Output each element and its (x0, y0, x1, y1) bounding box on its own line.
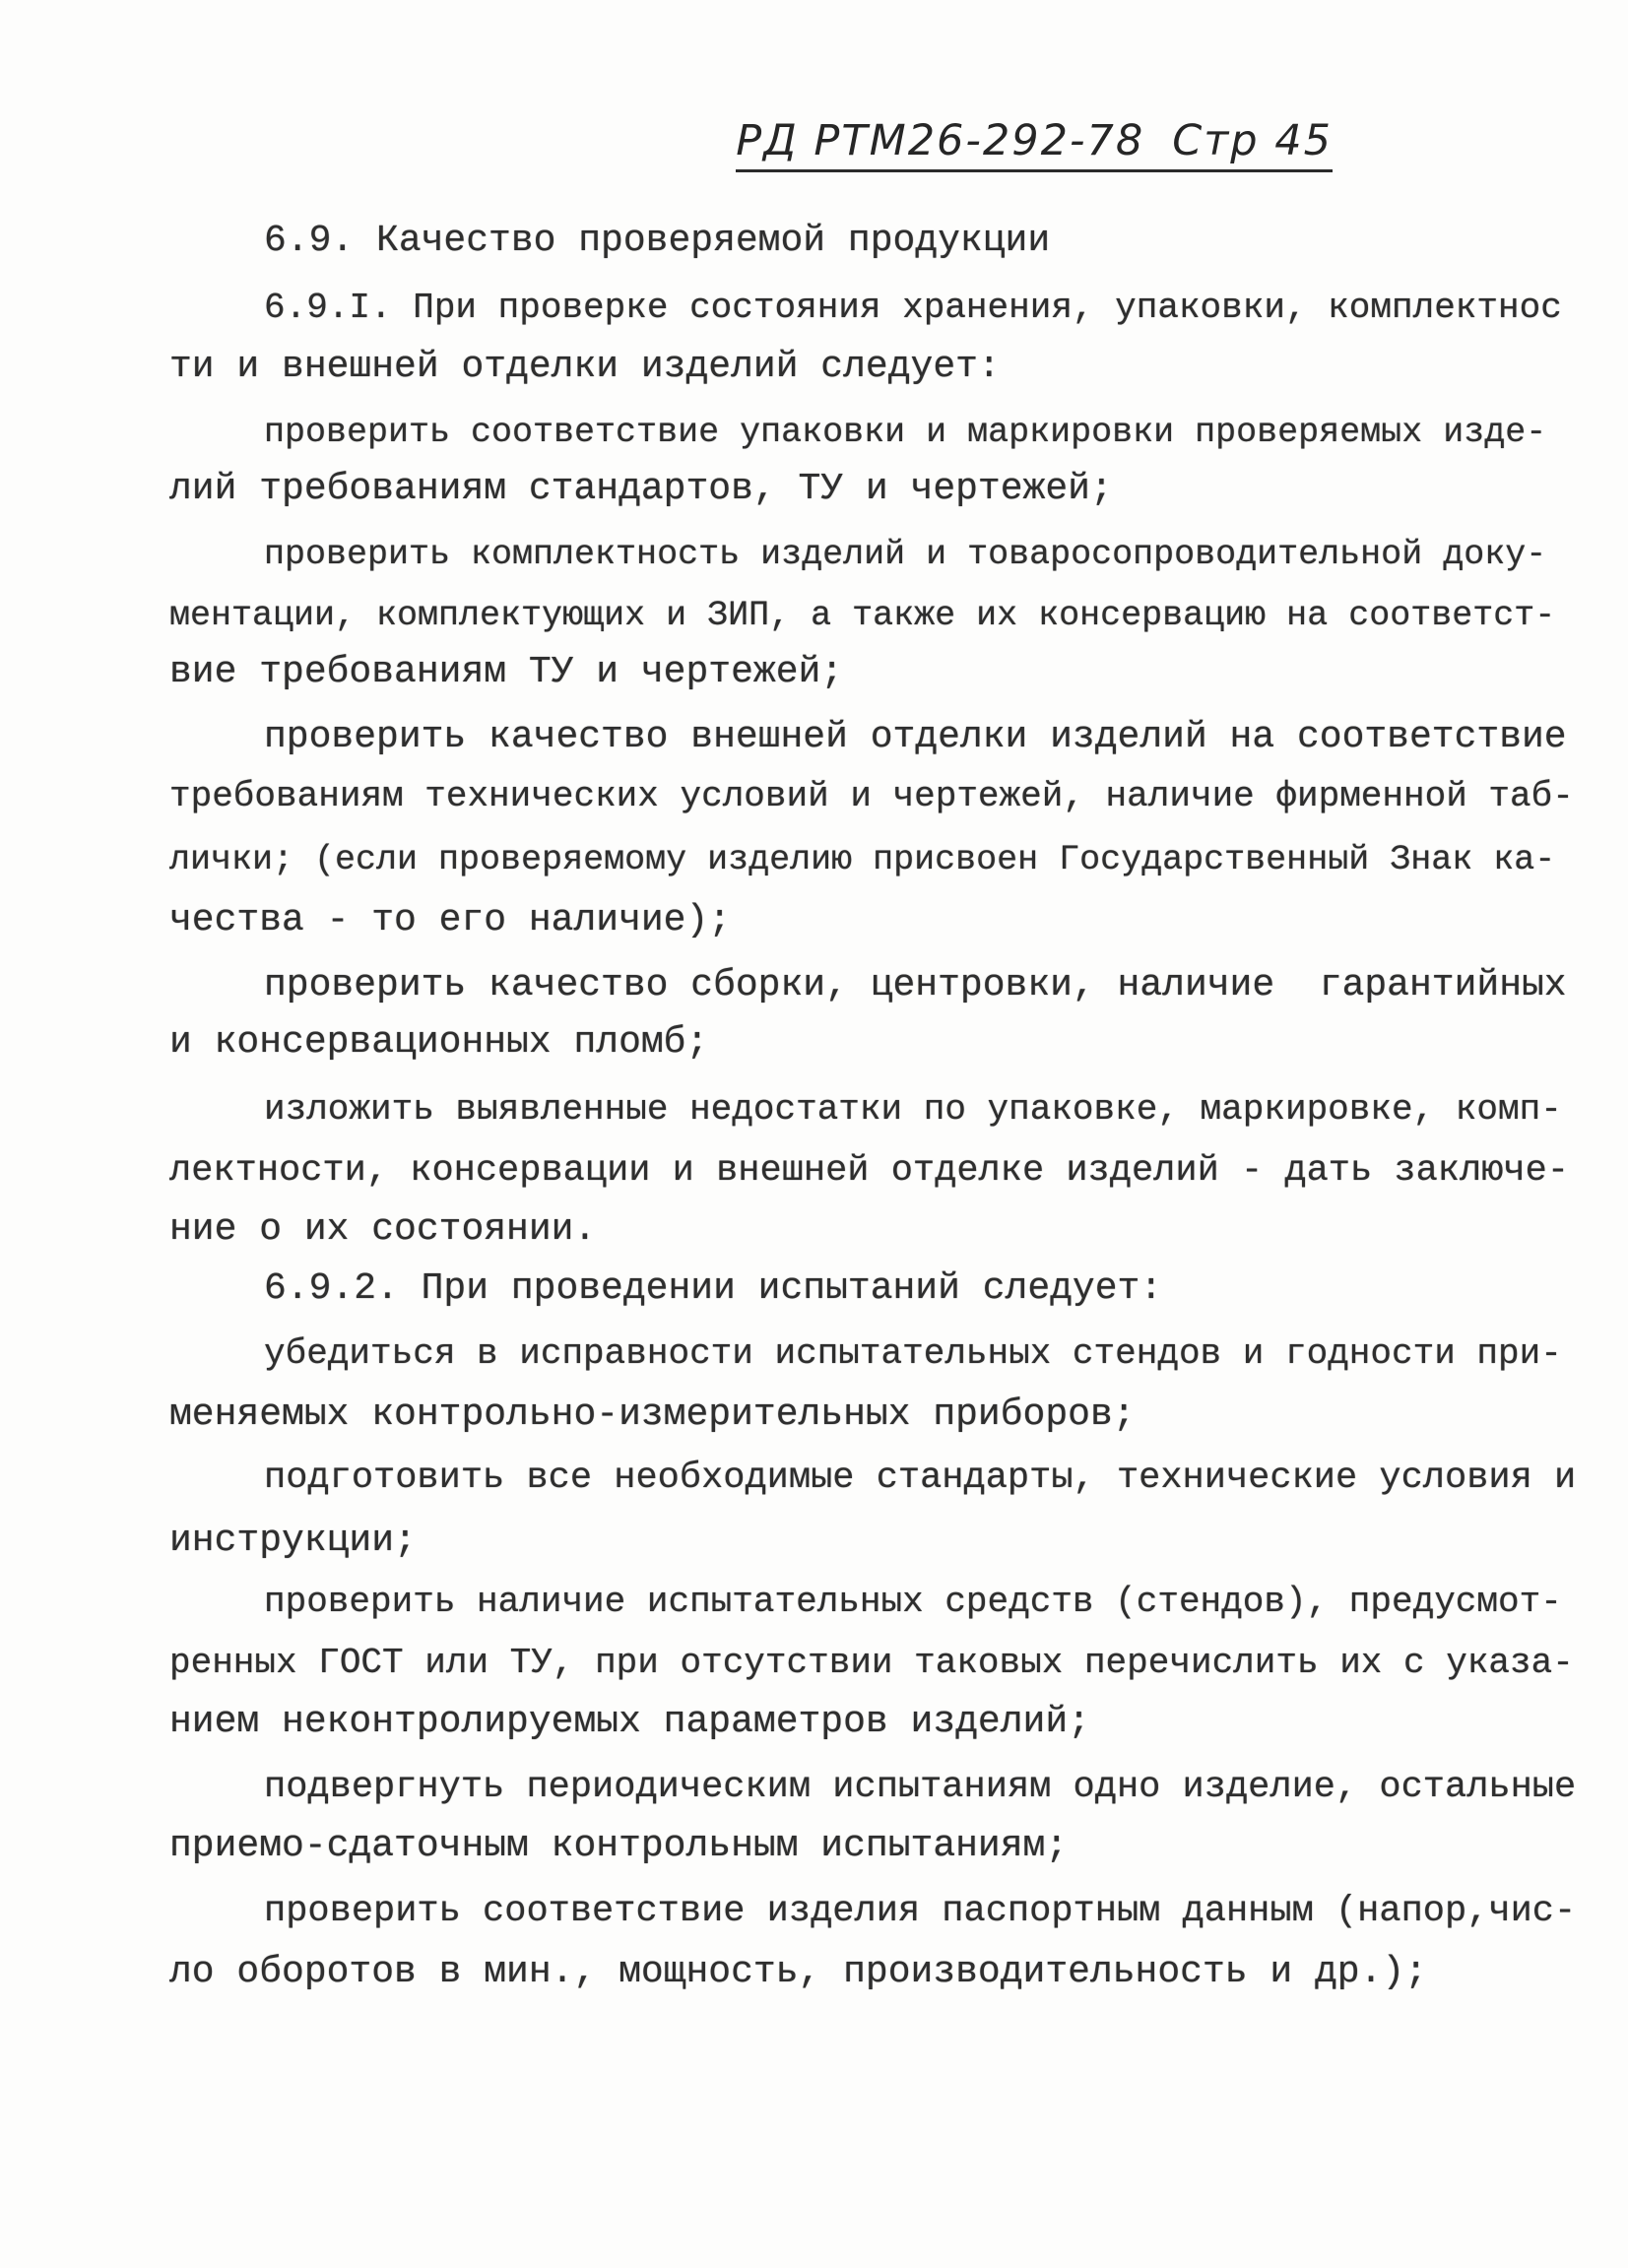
paragraph-line: ментации, комплектующих и ЗИП, а также их консервацию на соответст- (169, 596, 1556, 635)
paragraph-line: нием неконтролируемых параметров изделий; (169, 1701, 1090, 1743)
paragraph-line: требованиям технических условий и чертежей, наличие фирменной таб- (169, 776, 1574, 816)
paragraph-line: ренных ГОСТ или ТУ, при отсутствии таковых перечислить их с указа- (169, 1643, 1574, 1683)
page-number: Стр 45 (1172, 116, 1333, 165)
document-code: РД РТМ26-292-78 (736, 116, 1145, 165)
paragraph-line: проверить соответствие изделия паспортным данным (напор,чис- (264, 1891, 1577, 1932)
section-heading: 6.9. Качество проверяемой продукции (264, 220, 1051, 262)
paragraph-line: лий требованиям стандартов, ТУ и чертежей; (169, 468, 1113, 510)
paragraph-line: и консервационных пломб; (169, 1021, 709, 1064)
paragraph-line: изложить выявленные недостатки по упаковке, маркировке, комп- (264, 1089, 1562, 1130)
paragraph-line: проверить комплектность изделий и товаросопроводительной доку- (264, 535, 1547, 574)
document-header (736, 116, 1333, 172)
paragraph-line: проверить качество сборки, центровки, наличие гарантийных (264, 964, 1567, 1006)
paragraph-line: убедиться в исправности испытательных стендов и годности при- (264, 1333, 1562, 1374)
subsection-heading: 6.9.2. При проведении испытаний следует: (264, 1267, 1163, 1310)
paragraph-line: ти и внешней отделки изделий следует: (169, 346, 1001, 388)
paragraph-line: 6.9.I. При проверке состояния хранения, упаковки, комплектнос (264, 288, 1562, 328)
paragraph-line: меняемых контрольно-измерительных приборов; (169, 1393, 1136, 1436)
paragraph-line: чества - то его наличие); (169, 899, 732, 941)
paragraph-line: лички; (если проверяемому изделию присвоен Государственный Знак ка- (169, 840, 1556, 879)
paragraph-line: проверить соответствие упаковки и маркировки проверяемых изде- (264, 413, 1547, 452)
paragraph-line: ло оборотов в мин., мощность, производительность и др.); (169, 1951, 1428, 1993)
paragraph-line: ние о их состоянии. (169, 1208, 597, 1251)
paragraph-line: приемо-сдаточным контрольным испытаниям; (169, 1825, 1069, 1867)
paragraph-line: вие требованиям ТУ и чертежей; (169, 651, 844, 693)
paragraph-line: проверить качество внешней отделки изделий на соответствие (264, 716, 1567, 758)
paragraph-line: подготовить все необходимые стандарты, технические условия и (264, 1458, 1577, 1499)
paragraph-line: проверить наличие испытательных средств (стендов), предусмот- (264, 1582, 1562, 1622)
paragraph-line: лектности, консервации и внешней отделке изделий - дать заключе- (169, 1150, 1570, 1192)
paragraph-line: подвергнуть периодическим испытаниям одно изделие, остальные (264, 1767, 1577, 1808)
paragraph-line: инструкции; (169, 1520, 417, 1562)
